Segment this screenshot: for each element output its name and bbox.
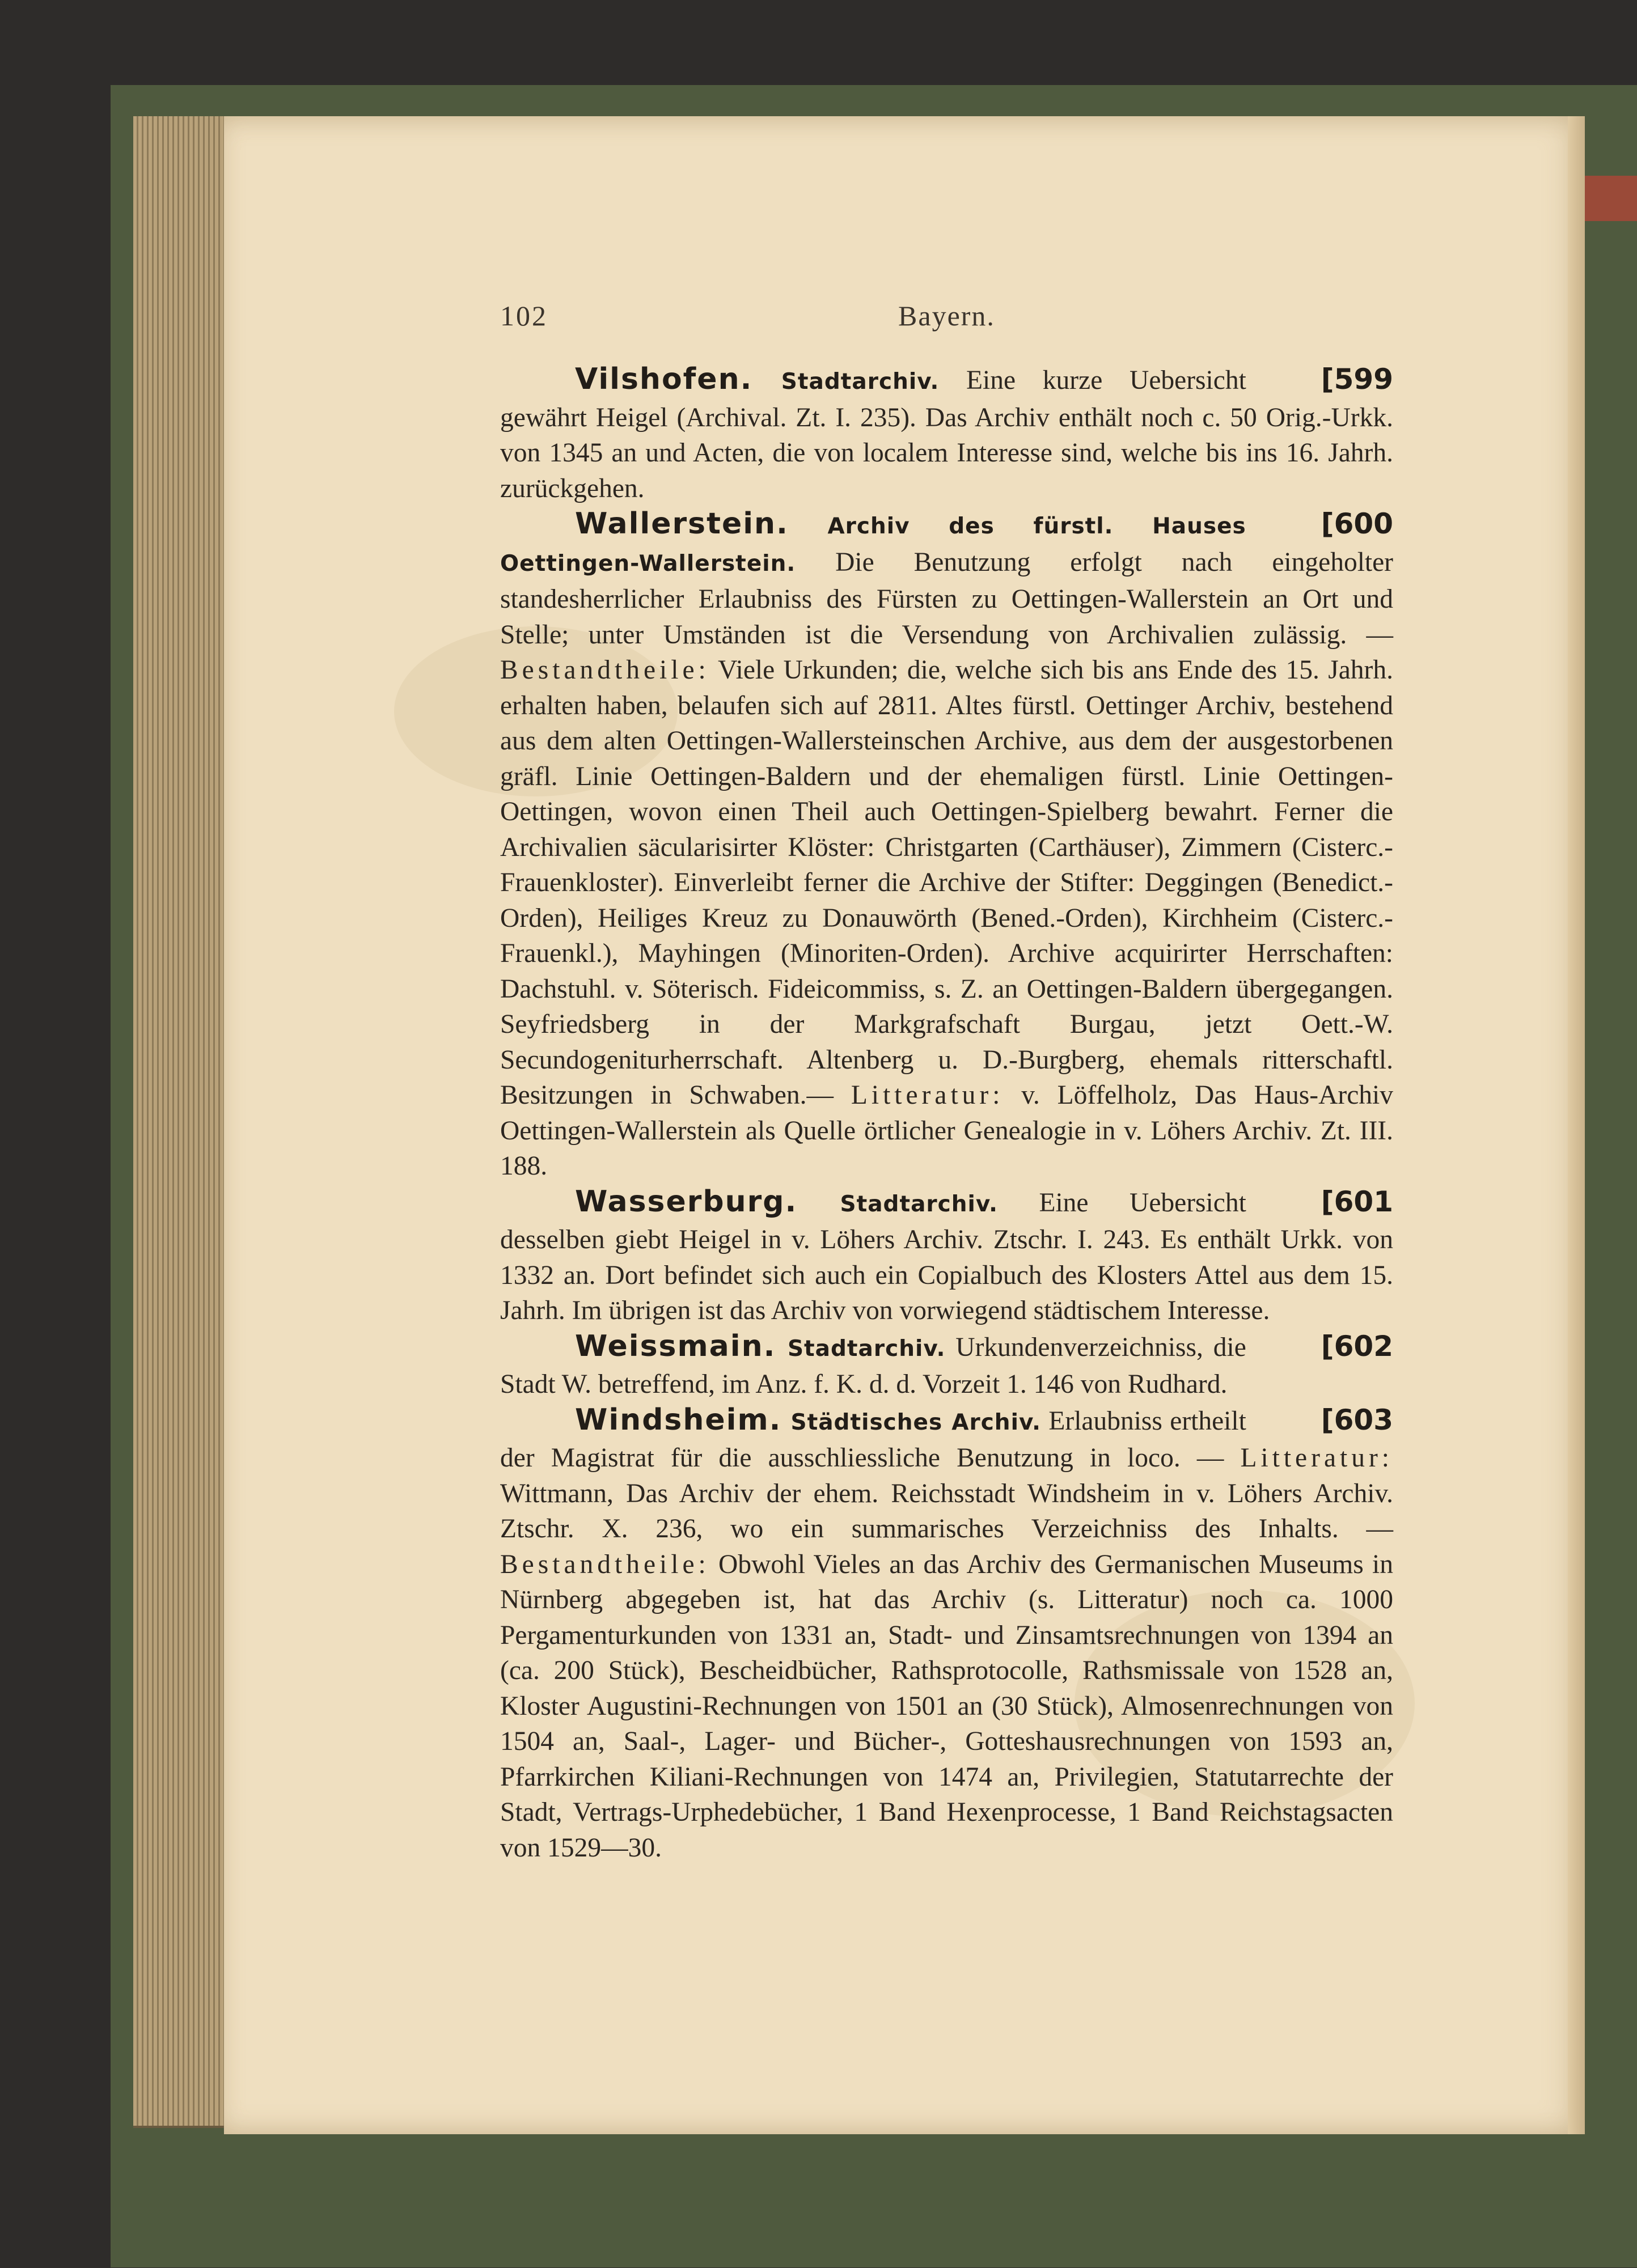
entry-text: Urkundenverzeichniss, die Stadt W. betreffend, im Anz. f. K. d. d. Vorzeit 1. 146 von Rudhard. (500, 1332, 1246, 1399)
entry-place: Vilshofen. (575, 362, 753, 396)
section-label: Bestandtheile: (500, 655, 710, 685)
entry-paragraph (500, 1402, 1393, 1866)
entry-place: Weissmain. (575, 1329, 776, 1363)
archive-entry (500, 1184, 1393, 1329)
entry-number: [599 (1321, 363, 1393, 396)
section-label: Litteratur: (1240, 1443, 1393, 1473)
archive-entry (500, 362, 1393, 506)
entry-archive: Städtisches Archiv. (781, 1409, 1042, 1435)
entry-place: Wasserburg. (575, 1184, 798, 1219)
entry-number: [603 (1321, 1403, 1393, 1436)
entry-text: Eine Uebersicht desselben giebt Heigel in v. Löhers Archiv. Ztschr. I. 243. Es enthält Urkk. von 1332 an. Dort befindet sich auch ein Copialbuch des Klosters Attel aus dem 15. Jahrh. Im übrigen ist das Archiv von vorwiegend städtischem Interesse. (500, 1188, 1393, 1325)
entry-text: Eine kurze Uebersicht gewährt Heigel (Archival. Zt. I. 235). Das Archiv enthält noch c. 50 Orig.-Urkk. von 1345 an und Acten, die von localem Interesse sind, welche bis ins 16. Jahrh. zurückgehen. (500, 366, 1393, 503)
entry-number: [600 (1321, 507, 1393, 540)
entry-paragraph (500, 506, 1393, 1184)
entry-text: Viele Urkunden; die, welche sich bis ans Ende des 15. Jahrh. erhalten haben, belaufen sich auf 2811. Altes fürstl. Oettinger Archiv, bestehend aus dem alten Oettingen-Wallersteinschen Archive, aus dem der ausgestorbenen gräfl. Linie Oettingen-Baldern und der ehemaligen fürstl. Linie Oettingen-Oettingen, wovon einen Theil auch Oettingen-Spielberg bewahrt. Ferner die Archivalien säcularisirter Klöster: Christgarten (Carthäuser), Zimmern (Cisterc.-Frauenkloster). Einverleibt ferner die Archive der Stifter: Deggingen (Benedict.-Orden), Heiliges Kreuz zu Donauwörth (Bened.-Orden), Kirchheim (Cisterc.-Frauenkl.), Mayhingen (Minoriten-Orden). Archive acquirirter Herrschaften: Dachstuhl. v. Söterisch. Fideicommiss, s. Z. an Oettingen-Baldern übergegangen. Seyfriedsberg in der Markgrafschaft Burgau, jetzt Oett.-W. Secundogeniturherrschaft. Altenberg u. D.-Burgberg, ehemals ritterschaftl. Besitzungen in Schwaben.— (500, 655, 1393, 1110)
archive-entry (500, 1402, 1393, 1866)
entry-text: Die Benutzung erfolgt nach eingeholter standesherrlicher Erlaubniss des Fürsten zu Oettingen-Wallerstein an Ort und Stelle; unter Umständen ist die Versendung von Archivalien zulässig. — (500, 547, 1393, 650)
section-label: Litteratur: (851, 1080, 1004, 1110)
page-number: 102 (500, 300, 548, 332)
section-label: Bestandtheile: (500, 1549, 710, 1579)
entry-place: Wallerstein. (575, 507, 789, 541)
page-edges (133, 116, 230, 2128)
entry-text: Wittmann, Das Archiv der ehem. Reichsstadt Windsheim in v. Löhers Archiv. Ztschr. X. 236, wo ein summarisches Verzeichniss des Inhalts. — (500, 1478, 1393, 1544)
entry-text: v. Löffelholz, Das Haus-Archiv Oettingen-Wallerstein als Quelle örtlicher Genealogie in v. Löhers Archiv. Zt. III. 188. (500, 1080, 1393, 1181)
entry-archive: Stadtarchiv. (776, 1336, 946, 1362)
entry-paragraph (500, 1184, 1393, 1329)
entry-place: Windsheim. (575, 1402, 782, 1437)
entry-paragraph (500, 362, 1393, 506)
entry-number: [601 (1321, 1185, 1393, 1218)
archive-entry (500, 1329, 1393, 1402)
entries-column (500, 362, 1393, 1866)
entry-archive: Archiv des fürstl. Hauses Oettingen-Wallerstein. (500, 514, 1246, 576)
archive-entry (500, 506, 1393, 1184)
entry-paragraph (500, 1329, 1393, 1402)
entry-text: Obwohl Vieles an das Archiv des Germanischen Museums in Nürnberg abgegeben ist, hat das Archiv (s. Litteratur) noch ca. 1000 Pergamenturkunden von 1331 an, Stadt- und Zinsamtsrechnungen von 1394 an (ca. 200 Stück), Bescheidbücher, Rathsprotocolle, Rathsmissale von 1528 an, Kloster Augustini-Rechnungen von 1501 an (30 Stück), Almosenrechnungen von 1504 an, Saal-, Lager- und Bücher-, Gotteshausrechnungen von 1593 an, Pfarrkirchen Kiliani-Rechnungen von 1474 an, Privilegien, Statutarrechte der Stadt, Vertrags-Urphedebücher, 1 Band Hexenprocesse, 1 Band Reichstagsacten von 1529—30. (500, 1549, 1393, 1863)
entry-archive: Stadtarchiv. (797, 1191, 998, 1217)
entry-text: Erlaubniss ertheilt der Magistrat für die ausschliessliche Benutzung in loco. — (500, 1406, 1246, 1473)
entry-number: [602 (1321, 1329, 1393, 1363)
running-title: Bayern. (898, 300, 995, 332)
page-gutter (1568, 116, 1585, 2134)
entry-archive: Stadtarchiv. (752, 369, 940, 395)
page-header (500, 299, 1393, 350)
